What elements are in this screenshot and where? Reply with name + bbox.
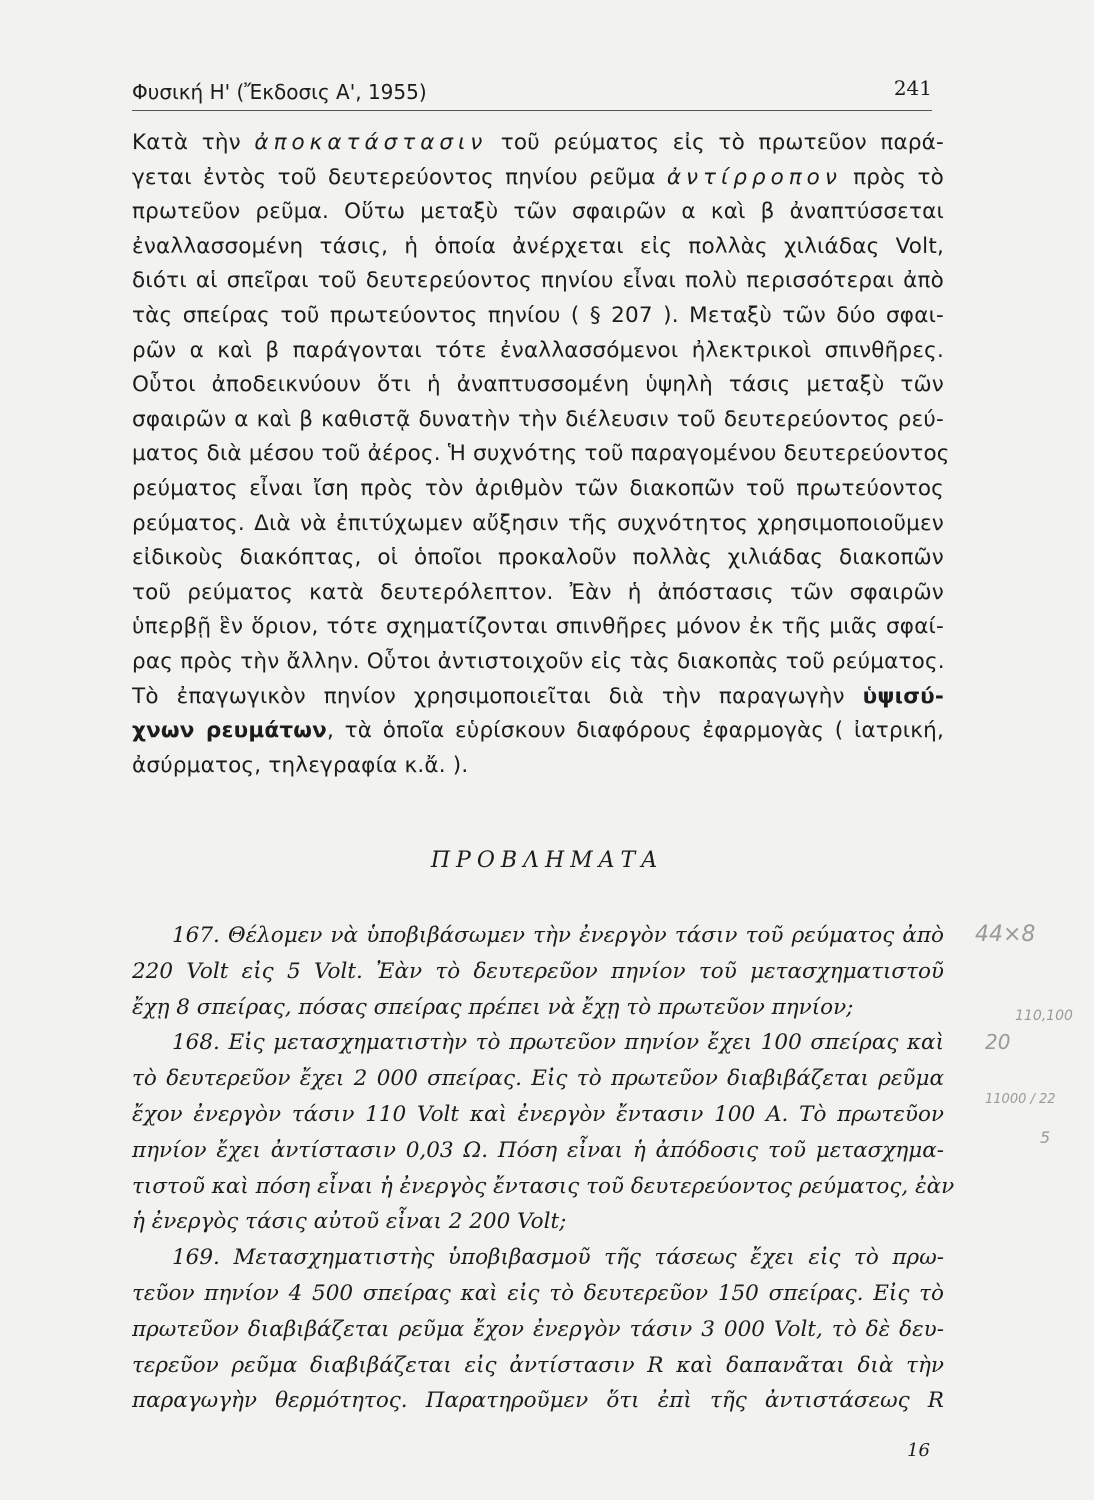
margin-note-1: 44×8	[975, 922, 1036, 947]
text-run: πρὸς τὸ	[841, 164, 944, 190]
text-run: γεται ἐντὸς τοῦ δευτερεύοντος πηνίου ρεῦμα	[132, 164, 667, 190]
body-line: σφαιρῶν α καὶ β καθιστᾷ δυνατὴν τὴν διέλευσιν τοῦ δευτερεύοντος ρεύ-	[132, 406, 944, 432]
body-line: ματος διὰ μέσου τοῦ ἀέρος. Ἡ συχνότης τοῦ παραγομένου δευτερεύοντος	[132, 441, 950, 467]
problems-heading: ΠΡΟΒΛΗΜΑΤΑ	[430, 848, 664, 873]
problem-text: τὸ δευτερεῦον ἔχει 2 000 σπείρας. Εἰς τὸ πρωτεῦον διαβιβάζεται ρεῦμα	[132, 1066, 944, 1092]
problem-text: τεῦον πηνίον 4 500 σπείρας καὶ εἰς τὸ δευτερεῦον 150 σπείρας. Εἰς τὸ	[132, 1280, 944, 1306]
margin-note-3: 20	[985, 1030, 1011, 1054]
problem-line	[132, 1025, 944, 1061]
spaced-term: ἀντίρροπον	[666, 164, 842, 190]
body-line: εἰδικοὺς διακόπτας, οἱ ὁποῖοι προκαλοῦν πολλὰς χιλιάδας διακοπῶν	[132, 545, 944, 571]
body-line: ρεύματος εἶναι ἴση πρὸς τὸν ἀριθμὸν τῶν διακοπῶν τοῦ πρωτεύοντος	[132, 475, 944, 501]
bold-term: χνων ρευμάτων	[132, 718, 327, 744]
problem-text: ἔχῃ 8 σπείρας, πόσας σπείρας πρέπει νὰ ἔχῃ τὸ πρωτεῦον πηνίον;	[132, 994, 854, 1020]
problems-section	[132, 918, 955, 1419]
body-line: ρῶν α καὶ β παράγονται τότε ἐναλλασσόμενοι ἠλεκτρικοὶ σπινθῆρες.	[132, 337, 944, 363]
running-header	[132, 76, 932, 111]
body-line: ἐναλλασσομένη τάσις, ἡ ὁποία ἀνέρχεται εἰς πολλὰς χιλιάδας Volt,	[132, 233, 944, 259]
problem-line	[132, 918, 944, 954]
margin-note-2: 110,100	[1015, 1008, 1073, 1024]
problem-line	[132, 1169, 955, 1205]
running-title: Φυσική Η' (Ἔκδοσις Α', 1955)	[132, 80, 427, 104]
body-line	[132, 714, 944, 749]
body-line: διότι αἱ σπεῖραι τοῦ δευτερεύοντος πηνίου εἶναι πολὺ περισσότεραι ἀπὸ	[132, 268, 944, 294]
folio-signature: 16	[907, 1440, 930, 1461]
body-line: ρεύματος. Διὰ νὰ ἐπιτύχωμεν αὔξησιν τῆς συχνότητος χρησιμοποιοῦμεν	[132, 510, 944, 536]
problem-line	[132, 990, 944, 1026]
problem-number: 167.	[172, 923, 220, 948]
problem-line	[132, 1061, 944, 1097]
text-run: , τὰ ὁποῖα εὑρίσκουν διαφόρους ἐφαρμογὰς ( ἰατρική,	[327, 718, 944, 744]
body-line: πρωτεῦον ρεῦμα. Οὕτω μεταξὺ τῶν σφαιρῶν α καὶ β ἀναπτύσσεται	[132, 199, 944, 225]
problem-line	[132, 1276, 944, 1312]
body-line: ρας πρὸς τὴν ἄλλην. Οὗτοι ἀντιστοιχοῦν εἰς τὰς διακοπὰς τοῦ ρεύματος.	[132, 648, 945, 674]
body-line: τὰς σπείρας τοῦ πρωτεύοντος πηνίου ( § 207 ). Μεταξὺ τῶν δύο σφαι-	[132, 302, 944, 328]
problem-line	[132, 1312, 944, 1348]
problem-line	[132, 1133, 944, 1169]
margin-note-5: 5	[1040, 1128, 1051, 1147]
problem-line	[132, 1348, 944, 1384]
body-line: ἀσύρματος, τηλεγραφία κ.ἄ. ).	[132, 752, 469, 778]
problem-text: ἔχον ἐνεργὸν τάσιν 110 Volt καὶ ἐνεργὸν ἔντασιν 100 A. Τὸ πρωτεῦον	[132, 1101, 944, 1127]
margin-note-4: 11000 / 22	[985, 1092, 1056, 1107]
problem-text: Μετασχηματιστὴς ὑποβιβασμοῦ τῆς τάσεως ἔχει εἰς τὸ πρω-	[219, 1245, 944, 1271]
problem-line	[132, 1097, 944, 1133]
body-line: Οὗτοι ἀποδεικνύουν ὅτι ἡ ἀναπτυσσομένη ὑψηλὴ τάσις μεταξὺ τῶν	[132, 372, 944, 398]
text-run: τοῦ ρεύματος εἰς τὸ πρωτεῦον παρά-	[487, 130, 944, 155]
body-line	[132, 161, 944, 196]
problem-text: Θέλομεν νὰ ὑποβιβάσωμεν τὴν ἐνεργὸν τάσιν τοῦ ρεύματος ἀπὸ	[219, 923, 944, 948]
problem-text: Εἰς μετασχηματιστὴν τὸ πρωτεῦον πηνίον ἔχει 100 σπείρας καὶ	[219, 1030, 944, 1056]
body-paragraph	[132, 126, 950, 783]
problem-line	[132, 1383, 944, 1419]
problem-line	[132, 1240, 944, 1276]
body-line: τοῦ ρεύματος κατὰ δευτερόλεπτον. Ἐὰν ἡ ἀπόστασις τῶν σφαιρῶν	[132, 579, 944, 605]
body-line: ὑπερβῇ ἓν ὅριον, τότε σχηματίζονται σπινθῆρες μόνον ἐκ τῆς μιᾶς σφαί-	[132, 614, 944, 640]
problem-number: 168.	[172, 1030, 220, 1056]
text-run: Τὸ ἐπαγωγικὸν πηνίον χρησιμοποιεῖται διὰ τὴν παραγωγὴν	[132, 683, 863, 709]
page-number: 241	[893, 76, 932, 100]
problem-text: πηνίον ἔχει ἀντίστασιν 0,03 Ω. Πόση εἶναι ἡ ἀπόδοσις τοῦ μετασχημα-	[132, 1137, 944, 1163]
problem-text: πρωτεῦον διαβιβάζεται ρεῦμα ἔχον ἐνεργὸν τάσιν 3 000 Volt, τὸ δὲ δευ-	[132, 1316, 944, 1342]
text-run: Κατὰ τὴν	[132, 130, 255, 155]
body-line	[132, 680, 944, 715]
problem-text: τιστοῦ καὶ πόση εἶναι ἡ ἐνεργὸς ἔντασις τοῦ δευτερεύοντος ρεύματος, ἐὰν	[132, 1173, 955, 1199]
problem-text: 220 Volt εἰς 5 Volt. Ἐὰν τὸ δευτερεῦον πηνίον τοῦ μετασχηματιστοῦ	[132, 958, 944, 984]
problem-text: τερεῦον ρεῦμα διαβιβάζεται εἰς ἀντίστασιν R καὶ δαπανᾶται διὰ τὴν	[132, 1352, 944, 1378]
spaced-term: ἀποκατάστασιν	[254, 130, 488, 155]
problem-number: 169.	[172, 1245, 220, 1271]
body-line	[132, 126, 944, 161]
problem-text: παραγωγὴν θερμότητος. Παρατηροῦμεν ὅτι ἐπὶ τῆς ἀντιστάσεως R	[132, 1388, 944, 1414]
problem-line	[132, 1204, 944, 1240]
problem-text: ἡ ἐνεργὸς τάσις αὐτοῦ εἶναι 2 200 Volt;	[132, 1209, 567, 1235]
bold-term: ὑψισύ-	[862, 683, 944, 709]
problem-line	[132, 954, 944, 990]
